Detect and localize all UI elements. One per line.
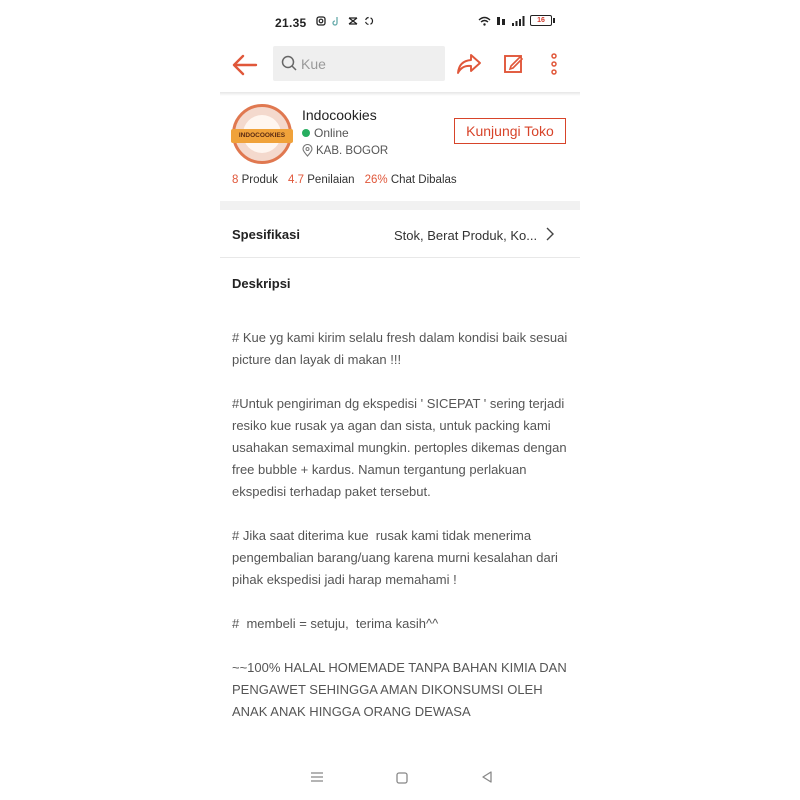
share-icon[interactable] [456,52,482,76]
specification-row[interactable] [220,210,580,258]
shop-location-text: KAB. BOGOR [316,144,389,157]
search-placeholder: Kue [301,56,326,72]
stat-label: Produk [241,174,279,186]
capcut-icon [348,16,358,26]
volte-icon [496,16,506,26]
signal-icon [511,16,525,26]
shop-logo[interactable] [232,104,292,164]
specification-value: Stok, Berat Produk, Ko... [394,228,538,243]
stat-value: 4.7 [288,174,305,186]
description-title: Deskripsi [232,276,291,291]
shop-stats [232,174,457,186]
description-paragraph: # Kue yg kami kirim selalu fresh dalam kondisi baik sesuai picture dan layak di makan !!! [232,330,571,367]
menu-icon[interactable] [310,770,324,784]
description-body [232,327,572,757]
description-paragraph: ~~100% HALAL HOMEMADE TANPA BAHAN KIMIA DAN PENGAWET SEHINGGA AMAN DIKONSUMSI OLEH ANAK ANAK HINGGA ORANG DEWASA [232,660,571,719]
stat-value: 8 [232,174,239,186]
home-square-icon[interactable] [395,771,409,785]
visit-shop-button[interactable]: Kunjungi Toko [454,118,566,144]
status-time: 21.35 [275,16,307,30]
stat-label: Penilaian [307,174,355,186]
description-paragraph: # Jika saat diterima kue rusak kami tidak menerima pengembalian barang/uang karena murni kesalahan dari pihak ekspedisi jadi harap memahami ! [232,528,562,587]
tiktok-icon [332,16,342,26]
phone-screen [220,0,580,800]
battery-icon: 16 [530,15,552,26]
shop-card [220,96,580,201]
description-paragraph: # membeli = setuju, terima kasih^^ [232,616,439,631]
shop-status-text: Online [314,126,349,140]
stat-value: 26% [364,174,388,186]
specification-title: Spesifikasi [232,227,300,242]
chevron-right-icon [545,227,555,241]
notification-icons [316,16,374,26]
stat-chat [365,174,457,186]
location-pin-icon [302,144,313,157]
wifi-icon [478,16,491,26]
search-bar[interactable] [273,46,445,81]
arrow-left-icon[interactable] [232,52,258,78]
section-gap [220,201,580,210]
instagram-icon [316,16,326,26]
stat-products [232,174,278,186]
shop-name[interactable]: Indocookies [302,107,377,123]
status-bar [220,10,580,36]
status-right [478,15,552,26]
shop-location [302,144,388,157]
more-vertical-icon[interactable] [550,52,558,76]
stat-rating [288,174,355,186]
system-nav-bar [220,760,580,800]
search-icon [281,55,297,71]
shop-status [302,126,349,140]
top-bar [220,40,580,92]
sync-icon [364,16,374,26]
edit-icon[interactable] [503,53,525,75]
logo-ribbon: INDOCOOKIES [231,129,293,143]
stat-label: Chat Dibalas [390,174,457,186]
nav-back-triangle-icon[interactable] [480,770,494,784]
description-paragraph: #Untuk pengiriman dg ekspedisi ' SICEPAT ' sering terjadi resiko kue rusak ya agan dan sista, untuk packing kami usahakan semaximal mungkin. pertoples dikemas dengan free bubble + kardus. Namun tergantung perlakuan ekspedisi terhadap paket tersebut. [232,396,572,499]
online-dot-icon [302,129,310,137]
